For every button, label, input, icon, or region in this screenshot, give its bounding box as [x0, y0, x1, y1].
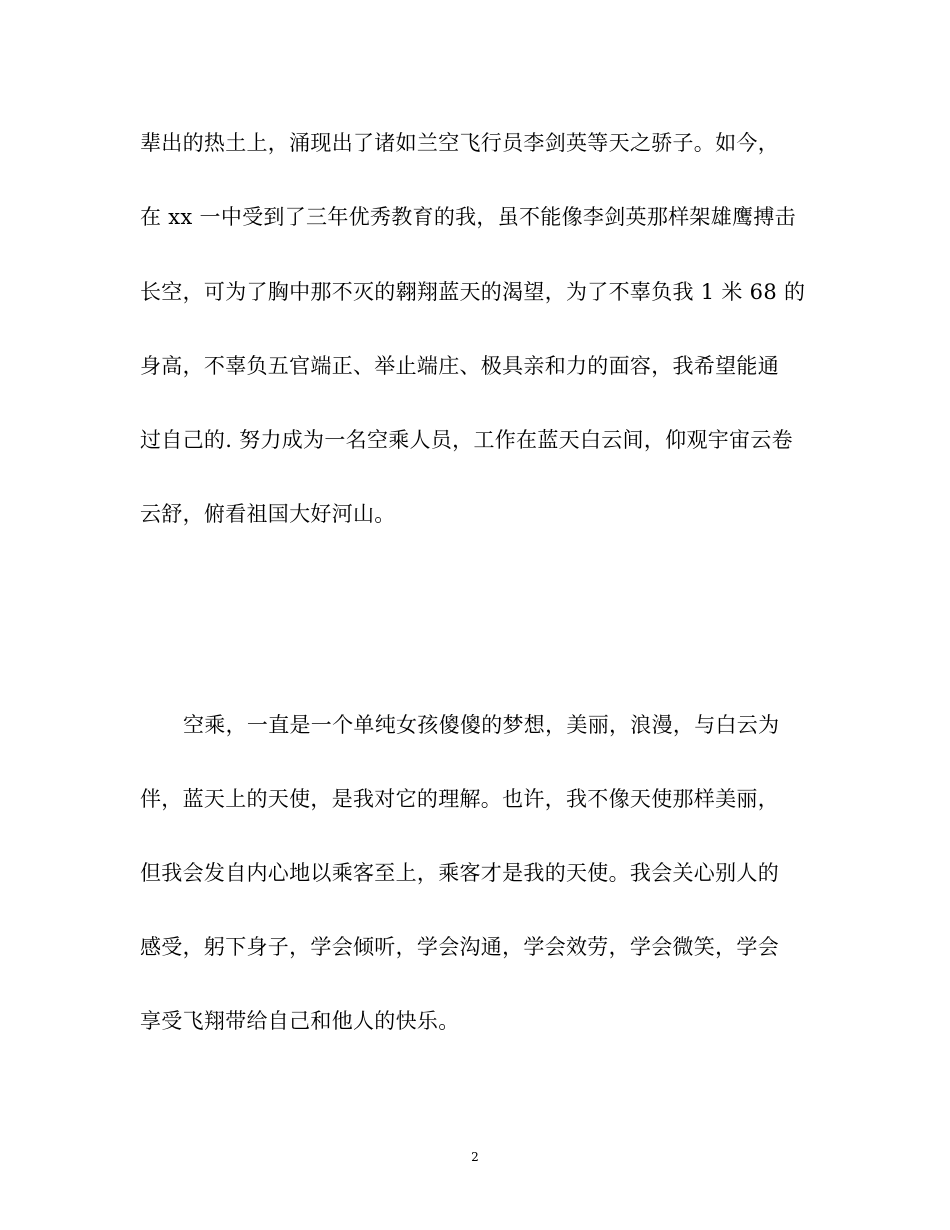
- paragraph-2-line-4: 感受，躬下身子，学会倾听，学会沟通，学会效劳，学会微笑，学会: [140, 935, 779, 959]
- paragraph-1-line-6: 云舒，俯看祖国大好河山。: [140, 502, 396, 526]
- paragraph-1-line-4: 身高，不辜负五官端正、举止端庄、极具亲和力的面容，我希望能通: [140, 354, 779, 378]
- paragraph-2-line-3: 但我会发自内心地以乘客至上，乘客才是我的天使。我会关心别人的: [140, 861, 779, 885]
- paragraph-2-line-2: 伴，蓝天上的天使，是我对它的理解。也许，我不像天使那样美丽，: [140, 787, 779, 811]
- paragraph-1-line-2: 在 xx 一中受到了三年优秀教育的我，虽不能像李剑英那样架雄鹰搏击: [140, 205, 796, 229]
- paragraph-1-line-3: 长空，可为了胸中那不灭的翱翔蓝天的渴望，为了不辜负我 1 米 68 的: [140, 280, 806, 304]
- paragraph-1-line-5: 过自己的. 努力成为一名空乘人员，工作在蓝天白云间，仰观宇宙云卷: [140, 428, 793, 452]
- paragraph-2-line-1: 空乘，一直是一个单纯女孩傻傻的梦想，美丽，浪漫，与白云为: [183, 713, 780, 737]
- page-number: 2: [471, 1150, 479, 1164]
- paragraph-1-line-1: 辈出的热土上，涌现出了诸如兰空飞行员李剑英等天之骄子。如今，: [140, 131, 779, 155]
- paragraph-2-line-5: 享受飞翔带给自己和他人的快乐。: [140, 1009, 460, 1033]
